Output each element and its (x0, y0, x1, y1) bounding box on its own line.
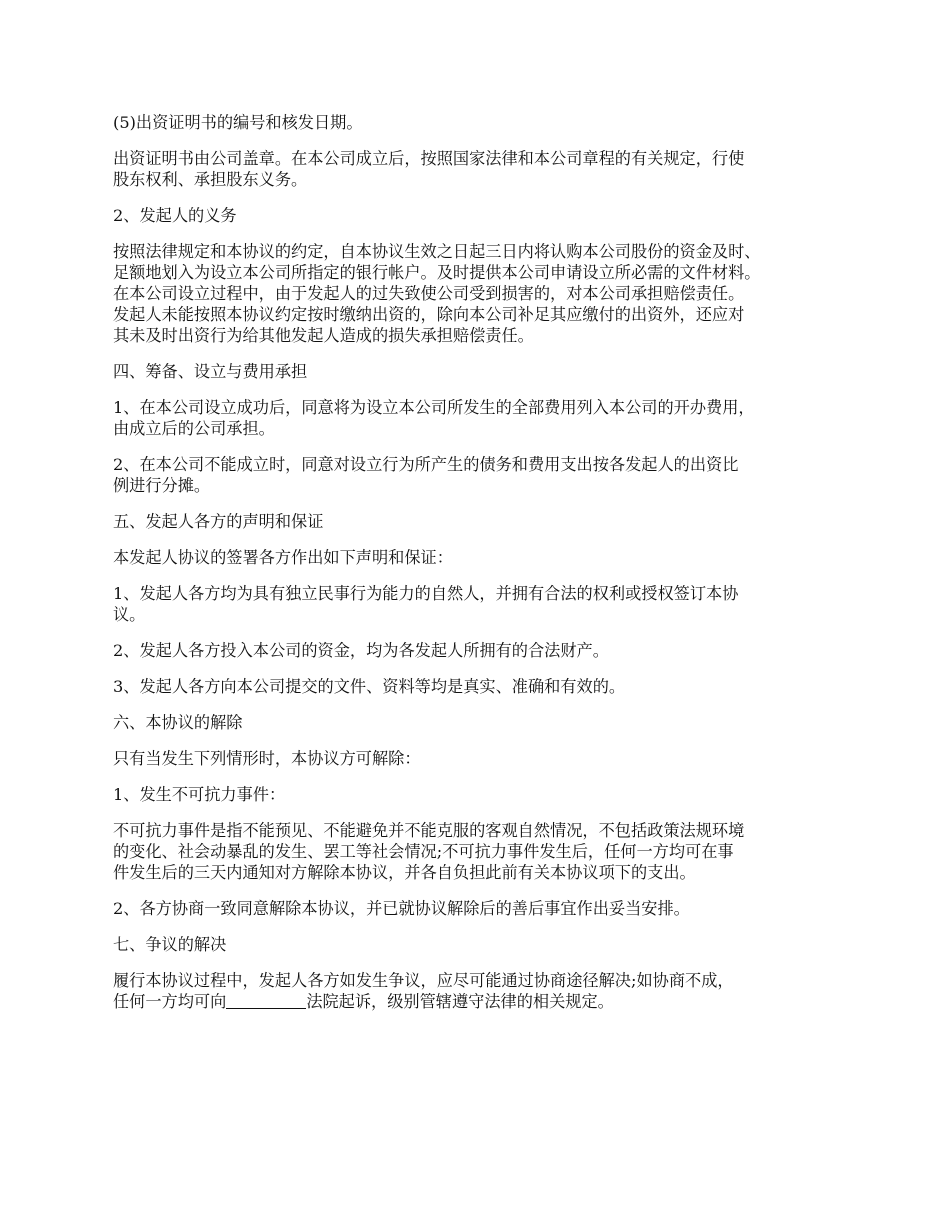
dispute-text-after-blank: 法院起诉，级别管辖遵守法律的相关规定。 (306, 992, 614, 1011)
paragraph-6-intro: 只有当发生下列情形时，本协议方可解除： (113, 749, 421, 768)
dispute-text-before-blank: 履行本协议过程中，发起人各方如发生争议，应尽可能通过协商途径解决;如协商不成， 任何一方均可向 (113, 971, 734, 1011)
section-heading-6: 六、本协议的解除 (113, 713, 243, 732)
paragraph-7-dispute (113, 970, 853, 1012)
paragraph-5-intro: 本发起人协议的签署各方作出如下声明和保证： (113, 548, 453, 567)
paragraph-1: (5)出资证明书的编号和核发日期。 (113, 113, 363, 132)
paragraph-6-2: 2、各方协商一致同意解除本协议，并已就协议解除后的善后事宜作出妥当安排。 (113, 899, 690, 918)
paragraph-5-1: 1、发起人各方均为具有独立民事行为能力的自然人，并拥有合法的权利或授权签订本协 议。 (113, 584, 739, 624)
paragraph-2: 出资证明书由公司盖章。在本公司成立后，按照国家法律和本公司章程的有关规定，行使 股东权利、承担股东义务。 (113, 149, 745, 189)
paragraph-5-3: 3、发起人各方向本公司提交的文件、资料等均是真实、准确和有效的。 (113, 677, 626, 696)
paragraph-6-1-detail: 不可抗力事件是指不能预见、不能避免并不能克服的客观自然情况，不包括政策法规环境 的变化、社会动暴乱的发生、罢工等社会情况;不可抗力事件发生后，任何一方均可在事 件发生后的三天内通知对方解除本协议，并各自负担此前有关本协议项下的支出。 (113, 821, 745, 882)
paragraph-4-2: 2、在本公司不能成立时，同意对设立行为所产生的债务和费用支出按各发起人的出资比 例进行分摊。 (113, 455, 739, 495)
court-name-blank-line (226, 992, 306, 1009)
paragraph-5-2: 2、发起人各方投入本公司的资金，均为各发起人所拥有的合法财产。 (113, 641, 609, 660)
section-heading-5: 五、发起人各方的声明和保证 (113, 512, 324, 531)
section-heading-4: 四、筹备、设立与费用承担 (113, 362, 308, 381)
section-heading-promoter-duties: 2、发起人的义务 (113, 206, 237, 225)
paragraph-4-1: 1、在本公司设立成功后，同意将为设立本公司所发生的全部费用列入本公司的开办费用， 由成立后的公司承担。 (113, 398, 755, 438)
paragraph-promoter-duties: 按照法律规定和本协议的约定，自本协议生效之日起三日内将认购本公司股份的资金及时、 足额地划入为设立本公司所指定的银行帐户。及时提供本公司申请设立所必需的文件材料。 在本公司设立过程中，由于发起人的过失致使公司受到损害的，对本公司承担赔偿责任。 发起人未能按照本协议约定按时缴纳出资的，除向本公司补足其应缴付的出资外，还应对 其未及时出资行为给其他发起人造成的损失承担赔偿责任。 (113, 242, 761, 345)
paragraph-6-1: 1、发生不可抗力事件： (113, 785, 286, 804)
document-body (113, 112, 853, 1027)
section-heading-7: 七、争议的解决 (113, 935, 227, 954)
